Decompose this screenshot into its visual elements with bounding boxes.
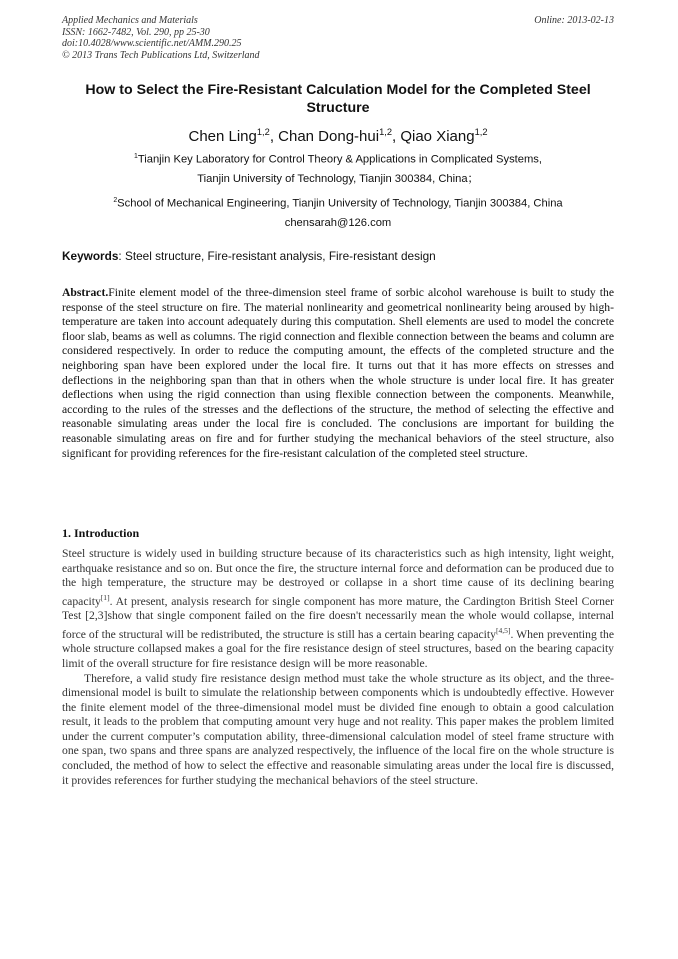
affiliation-2 (62, 194, 614, 211)
affiliation-1-line-1 (62, 150, 614, 167)
author-separator: , (269, 128, 279, 145)
author-name: Chan Dong-hui (278, 128, 380, 145)
author-separator: , (392, 128, 401, 145)
issn-line: ISSN: 1662-7482, Vol. 290, pp 25-30 (62, 26, 210, 38)
affiliation-text: School of Mechanical Engineering, Tianjin University of Technology, Tianjin 300384, China (117, 197, 563, 210)
author-name: Chen Ling (188, 128, 257, 145)
introduction-paragraph-2: Therefore, a valid study fire resistance design method must take the whole structure as its object, and the three-dimensional model is built to simulate the relationship between components which is undoubtedly effective. However the finite element model of the three-dimensional model must be divided fine enough to obtain a good calculation result, it leads to the problem that computing amount very huge and not reality. This paper makes the problem limited under the current computer’s computation ability, three-dimensional calculation model of steel frame structure with one span, two spans and three spans are analyzed respectively, the influence of the local fire on the whole structure is concluded, the method of how to select the effective and reasonable simulating areas under the local fire is discussed, it provides references for further studying the mechanical behaviors of the steel structure. (62, 671, 614, 787)
abstract-label: Abstract. (62, 286, 109, 299)
citation-marker: [1] (100, 592, 110, 602)
email-address: chensarah@126.com (284, 217, 392, 229)
abstract-text: Finite element model of the three-dimension steel frame of sorbic alcohol warehouse is built to study the response of the steel structure on fire. The material nonlinearity and geometrical nonlinearity being aroused by high-temperature are taken into account adequately during this computation. Shell elements are used to model the concrete floor slab, beams as well as columns. The rigid connection and flexible connection between the beams and column are considered respectively. In order to reduce the computing amount, the effects of the completed structure and the neighboring span have been explored under the local fire. It turns out that it has more effects on stresses and deflections in the neighboring span than that in others when the whole structure is under local fire. It has greater deflections when using the rigid connection than using flexible connection between the components. Meanwhile, according to the rules of the stresses and the deflections of the structure, the method of selecting the effective and reasonable simulating areas under the local fire is concluded. The conclusions are important for building the reasonable simulating areas on fire and for further studying the mechanical behaviors of the steel structure, also significant for providing references for the fire-resistant calculation of the completed steel structure. (62, 286, 614, 460)
doi-line: doi:10.4028/www.scientific.net/AMM.290.25 (62, 38, 242, 49)
online-date: Online: 2013-02-13 (534, 15, 614, 26)
section-heading-introduction: 1. Introduction (62, 526, 140, 540)
abstract (62, 286, 614, 461)
paragraph-text: . At present, analysis research for single component has more mature, the Cardington British Steel Corner Test [2,3]show that single component failed on the fire doesn't necessarily mean the whole would collapse, internal force of the structural will be redistributed, the structure is still has a certain bearing capacity (62, 594, 614, 641)
copyright-line: © 2013 Trans Tech Publications Ltd, Switzerland (62, 49, 260, 61)
journal-header (62, 15, 614, 61)
introduction-body (62, 547, 614, 788)
author-affiliation-mark: 1,2 (474, 127, 488, 137)
affiliation-text: Tianjin Key Laboratory for Control Theory & Applications in Complicated Systems, (137, 153, 543, 166)
paragraph-text: Steel structure is widely used in building structure because of its characteristics such as high intensity, light weight, earthquake resistance and so on. But once the fire, the structure internal force and deformation can be produced due to the high temperature, the structure may be destroyed or collapse in a short time cause of its declining bearing capacity (62, 547, 614, 608)
citation-marker: [4,5] (495, 625, 511, 635)
affiliation-1-line-2: Tianjin University of Technology, Tianjin 300384, China； (197, 173, 479, 185)
keywords (62, 249, 614, 263)
keywords-text: : Steel structure, Fire-resistant analysis, Fire-resistant design (118, 249, 436, 263)
author-name: Qiao Xiang (400, 128, 475, 145)
affiliation-mark: 2 (113, 197, 118, 204)
paper-title: How to Select the Fire-Resistant Calculation Model for the Completed Steel Structure (85, 82, 591, 116)
author-list (62, 123, 614, 146)
affiliation-mark: 1 (133, 153, 138, 160)
author-affiliation-mark: 1,2 (379, 127, 392, 137)
introduction-paragraph-1 (62, 547, 614, 672)
journal-name: Applied Mechanics and Materials (62, 15, 198, 26)
author-affiliation-mark: 1,2 (256, 127, 270, 137)
paragraph-text: . When preventing the whole structure collapsed makes a goal for the fire resistance design of steel structures, based on the bearing capacity limit of the overall structure for fire resistance design will be more reasonable. (62, 627, 614, 670)
keywords-label: Keywords (62, 249, 119, 263)
